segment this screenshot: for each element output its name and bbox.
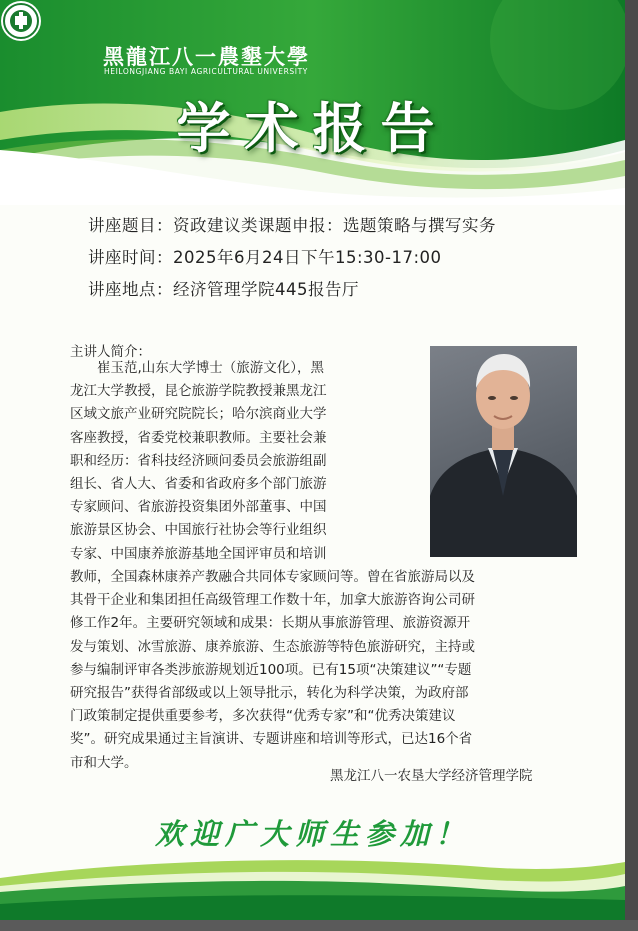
info-location (88, 276, 359, 300)
bio-line: 龙江大学教授，昆仑旅游学院教授兼黑龙江 (70, 383, 327, 400)
bio-line: 客座教授，省委党校兼职教师。主要社会兼 (70, 429, 327, 446)
bio-line: 市和大学。 (70, 754, 138, 771)
bio-line: 研究报告”获得省部级或以上领导批示，转化为科学决策，为政府部 (70, 685, 469, 702)
canvas-frame-right (625, 0, 638, 931)
speaker-photo (430, 346, 577, 557)
canvas-frame-bottom (0, 920, 638, 931)
bio-line: 组长、省人大、省委和省政府多个部门旅游 (70, 476, 327, 493)
bio-line: 奖”。研究成果通过主旨演讲、专题讲座和培训等形式，已达16个省 (70, 731, 473, 748)
header-banner (0, 0, 625, 205)
bio-line: 专家顾问、省旅游投资集团外部董事、中国 (70, 499, 327, 516)
info-location-value: 经济管理学院445报告厅 (173, 280, 359, 299)
bio-line: 崔玉范,山东大学博士（旅游文化），黑 (70, 360, 325, 376)
bio-line: 参与编制评审各类涉旅游规划近100项。已有15项“决策建议”“专题 (70, 661, 472, 678)
bio-line: 旅游景区协会、中国旅行社协会等行业组织 (70, 522, 327, 539)
info-topic-label: 讲座题目： (88, 216, 173, 235)
speaker-bio-upper (70, 357, 420, 566)
speaker-bio-lower (70, 566, 580, 775)
info-time-value: 2025年6月24日下午15:30-17:00 (173, 248, 442, 267)
bio-line: 区域文旅产业研究院院长；哈尔滨商业大学 (70, 406, 327, 423)
bio-line: 专家、中国康养旅游基地全国评审员和培训 (70, 545, 327, 562)
university-name-cn: 黑龍江八一農墾大學 (103, 44, 310, 69)
footer-waves (0, 848, 625, 920)
info-location-label: 讲座地点： (88, 280, 173, 299)
bio-line: 教师，全国森林康养产教融合共同体专家顾问等。曾在省旅游局以及 (70, 569, 475, 585)
university-name-en: HEILONGJIANG BAYI AGRICULTURAL UNIVERSITY (104, 67, 308, 76)
bio-line: 职和经历：省科技经济顾问委员会旅游组副 (70, 452, 327, 469)
welcome-slogan: 欢迎广大师生参加！ (154, 817, 470, 851)
speaker-intro-heading: 主讲人简介： (70, 344, 151, 360)
poster-title: 学术报告 (176, 96, 449, 160)
organizer-signoff: 黑龙江八一农垦大学经济管理学院 (330, 768, 533, 784)
bio-line: 发与策划、冰雪旅游、康养旅游、生态旅游等特色旅游研究，主持或 (70, 638, 475, 655)
bio-line: 其骨干企业和集团担任高级管理工作数十年，加拿大旅游咨询公司研 (70, 592, 475, 609)
bio-line: 门政策制定提供重要参考，多次获得“优秀专家”和“优秀决策建议 (70, 708, 456, 725)
info-time-label: 讲座时间： (88, 248, 173, 267)
university-logo (0, 0, 42, 42)
bio-line: 修工作2年。主要研究领域和成果：长期从事旅游管理、旅游资源开 (70, 615, 471, 632)
info-time (88, 244, 442, 268)
info-topic-value: 资政建议类课题申报：选题策略与撰写实务 (173, 216, 496, 235)
info-topic (88, 212, 496, 236)
